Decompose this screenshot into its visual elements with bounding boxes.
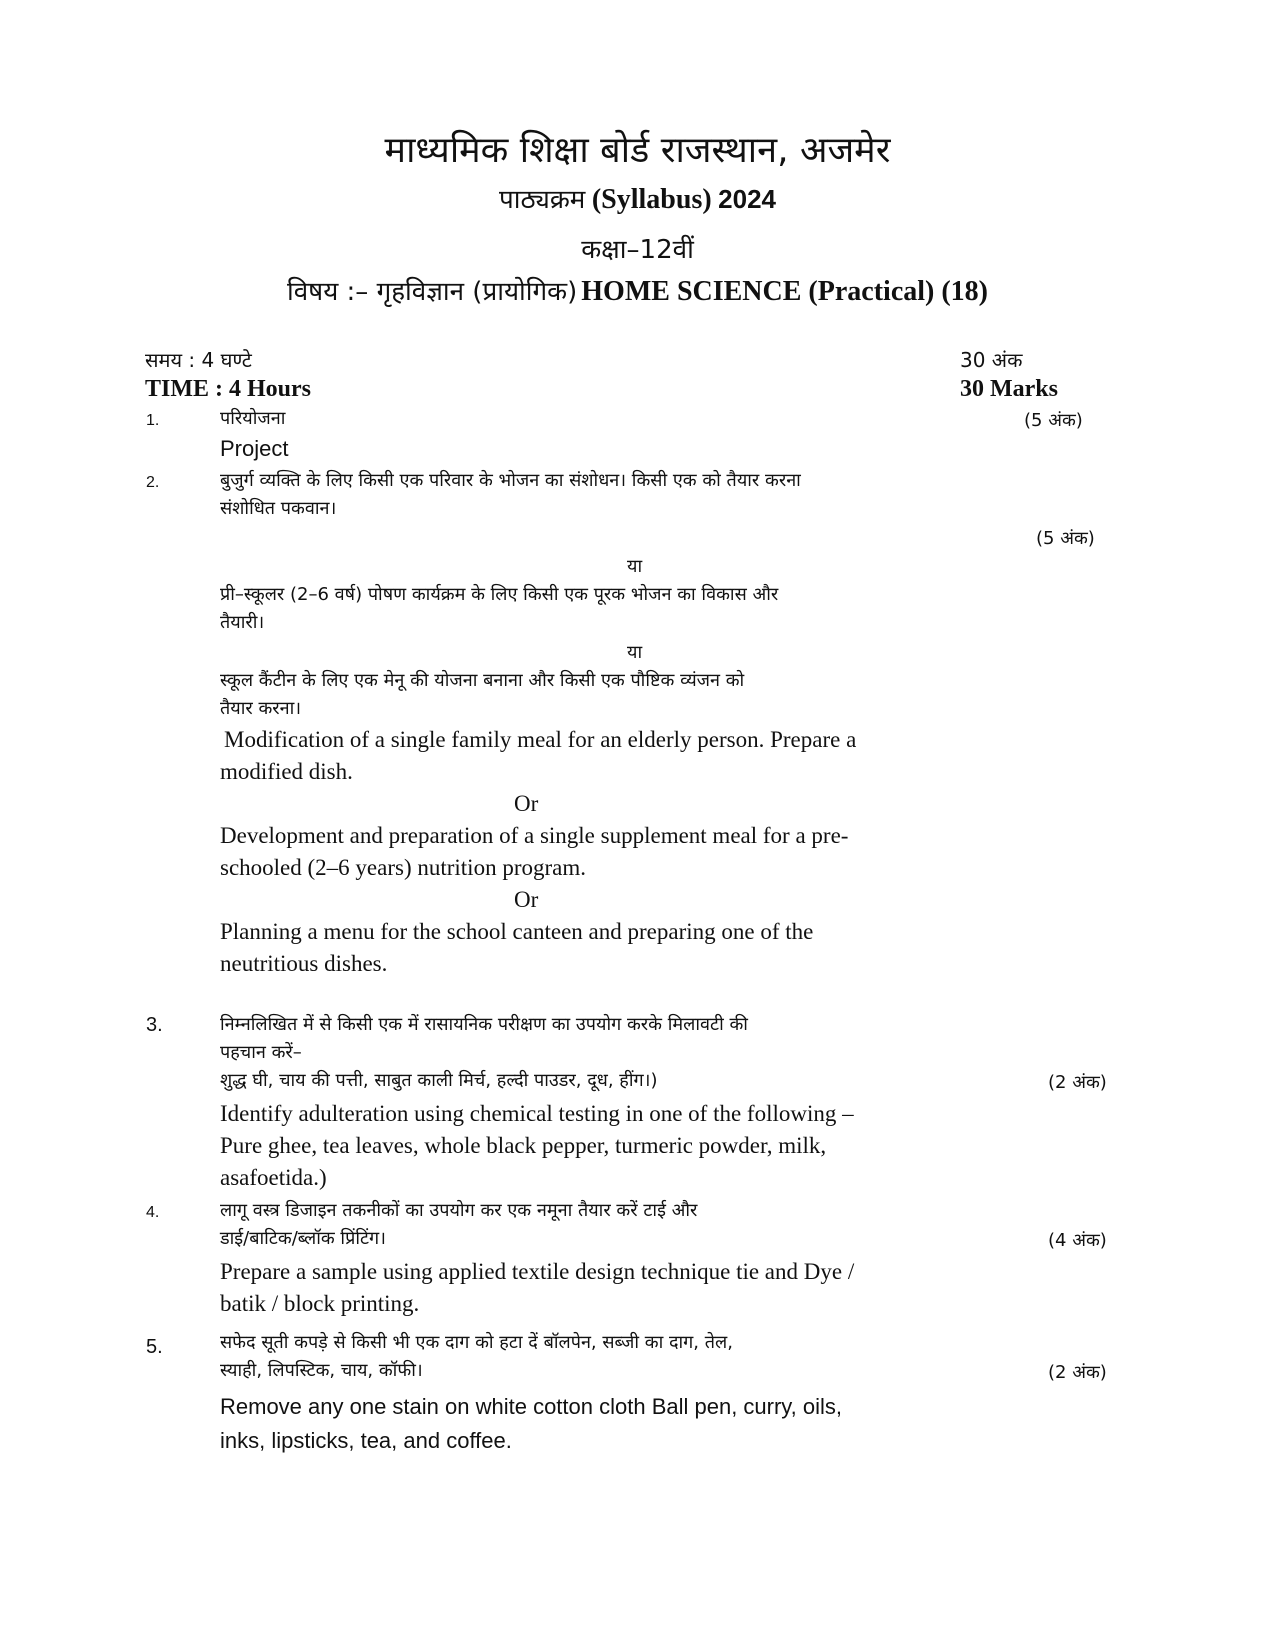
item-2-hindi-b-line1: प्री–स्कूलर (2–6 वर्ष) पोषण कार्यक्रम के लिए किसी एक पूरक भोजन का विकास और: [220, 584, 779, 605]
item-2-english-a-line1: Modification of a single family meal for an elderly person. Prepare a: [224, 727, 857, 752]
item-2-marks: (5 अंक): [1036, 528, 1095, 549]
time-english: TIME : 4 Hours: [145, 376, 312, 402]
item-4-hindi-line1: लागू वस्त्र डिजाइन तकनीकों का उपयोग कर एक नमूना तैयार करें टाई और: [220, 1200, 698, 1221]
syllabus-heading: [0, 180, 1275, 216]
item-4-english-line2: batik / block printing.: [220, 1291, 420, 1316]
item-2-or-english-1: Or: [514, 791, 539, 816]
item-5-english-line1: Remove any one stain on white cotton cloth Ball pen, curry, oils,: [220, 1394, 843, 1419]
item-3-hindi-line1: निम्नलिखित में से किसी एक में रासायनिक परीक्षण का उपयोग करके मिलावटी की: [220, 1014, 748, 1035]
class-heading: कक्षा–12वीं: [581, 235, 694, 265]
item-3-number: 3.: [146, 1014, 163, 1036]
item-2-or-english-2: Or: [514, 887, 539, 912]
item-5-english-line2: inks, lipsticks, tea, and coffee.: [220, 1428, 512, 1453]
item-1-marks: (5 अंक): [1024, 410, 1083, 431]
item-2-hindi-c-line1: स्कूल कैंटीन के लिए एक मेनू की योजना बनाना और किसी एक पौष्टिक व्यंजन को: [220, 670, 745, 691]
subject-hindi: विषय :– गृहविज्ञान (प्रायोगिक): [286, 277, 578, 307]
item-5-number: 5.: [146, 1336, 163, 1358]
syllabus-hindi: पाठ्यक्रम: [498, 185, 586, 215]
item-2-english-a-line2: modified dish.: [220, 759, 353, 784]
item-3-english-line2: Pure ghee, tea leaves, whole black pepper, turmeric powder, milk,: [220, 1133, 827, 1158]
item-5-hindi-line1: सफेद सूती कपड़े से किसी भी एक दाग को हटा दें बॉलपेन, सब्जी का दाग, तेल,: [220, 1332, 733, 1353]
item-2-hindi-a-line2: संशोधित पकवान।: [220, 498, 337, 519]
item-2-english-b-line1: Development and preparation of a single supplement meal for a pre-: [220, 823, 849, 848]
item-3-hindi-line2: पहचान करें–: [220, 1042, 302, 1063]
item-1-number: 1.: [146, 412, 160, 429]
syllabus-year: 2024: [718, 184, 777, 214]
subject-english: HOME SCIENCE (Practical) (18): [581, 276, 988, 307]
item-2-hindi-c-line2: तैयार करना।: [220, 698, 302, 719]
board-title: माध्यमिक शिक्षा बोर्ड राजस्थान, अजमेर: [384, 130, 891, 171]
item-4-hindi-line2: डाई/बाटिक/ब्लॉक प्रिंटिंग।: [220, 1228, 387, 1249]
subject-heading: [0, 272, 1275, 308]
item-2-hindi-a-line1: बुजुर्ग व्यक्ति के लिए किसी एक परिवार के भोजन का संशोधन। किसी एक को तैयार करना: [220, 470, 801, 491]
item-2-hindi-b-line2: तैयारी।: [220, 612, 265, 633]
item-3-english-line3: asafoetida.): [220, 1165, 327, 1190]
item-4-english-line1: Prepare a sample using applied textile design technique tie and Dye /: [220, 1259, 855, 1284]
marks-english: 30 Marks: [960, 376, 1058, 402]
item-2-number: 2.: [146, 474, 160, 491]
item-1-english: Project: [220, 436, 289, 461]
item-4-marks: (4 अंक): [1048, 1230, 1107, 1251]
item-3-english-line1: Identify adulteration using chemical testing in one of the following –: [220, 1101, 854, 1126]
item-5-marks: (2 अंक): [1048, 1362, 1107, 1383]
item-3-hindi-line3: शुद्ध घी, चाय की पत्ती, साबुत काली मिर्च, हल्दी पाउडर, दूध, हींग।): [220, 1070, 658, 1091]
item-2-or-hindi-2: या: [627, 642, 643, 663]
item-2-english-b-line2: schooled (2–6 years) nutrition program.: [220, 855, 586, 880]
item-3-marks: (2 अंक): [1048, 1072, 1107, 1093]
item-5-hindi-line2: स्याही, लिपस्टिक, चाय, कॉफी।: [220, 1360, 423, 1381]
item-2-english-c-line1: Planning a menu for the school canteen and preparing one of the: [220, 919, 814, 944]
marks-hindi: 30 अंक: [960, 348, 1023, 372]
item-2-english-c-line2: neutritious dishes.: [220, 951, 388, 976]
item-2-or-hindi-1: या: [627, 556, 643, 577]
syllabus-english: (Syllabus): [591, 184, 712, 215]
time-hindi: समय : 4 घण्टे: [145, 348, 252, 372]
item-1-hindi: परियोजना: [220, 408, 286, 429]
item-4-number: 4.: [146, 1204, 160, 1221]
